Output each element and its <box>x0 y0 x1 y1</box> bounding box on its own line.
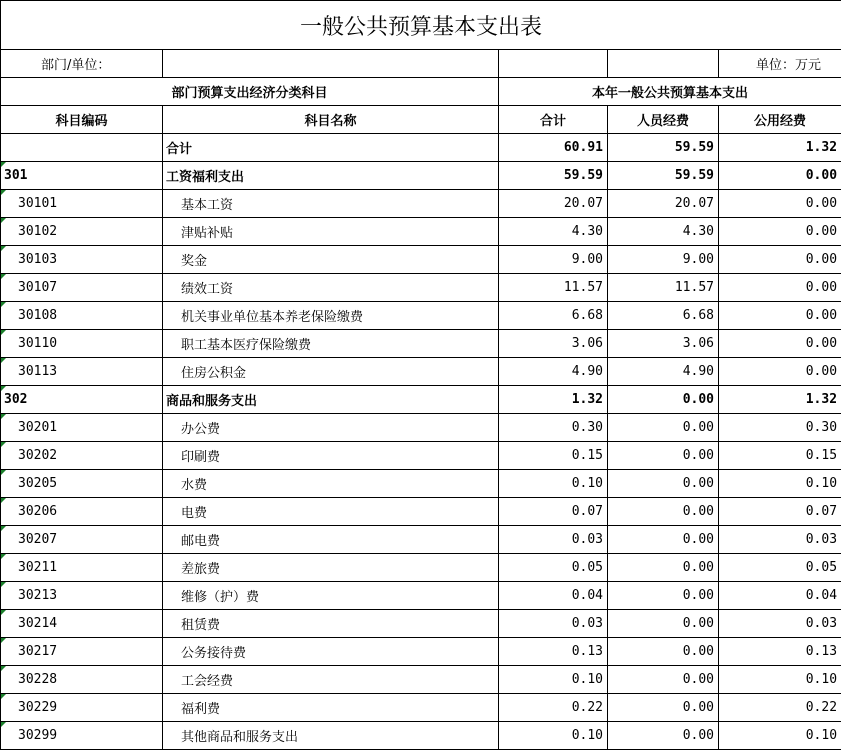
row-name-cell: 水费 <box>163 470 499 498</box>
total-personnel-cell: 59.59 <box>608 134 719 162</box>
row-total-cell: 0.05 <box>499 554 608 582</box>
row-code-cell: 30107 <box>1 274 163 302</box>
row-personnel-cell: 0.00 <box>608 666 719 694</box>
row-public-cell: 0.10 <box>719 666 841 694</box>
row-name-cell: 基本工资 <box>163 190 499 218</box>
row-public-cell: 0.00 <box>719 302 841 330</box>
row-code-cell: 30217 <box>1 638 163 666</box>
page-title: 一般公共预算基本支出表 <box>1 1 841 50</box>
row-code-cell: 30202 <box>1 442 163 470</box>
row-public-cell: 0.10 <box>719 470 841 498</box>
row-total-cell: 0.10 <box>499 470 608 498</box>
row-code-cell: 30211 <box>1 554 163 582</box>
row-personnel-cell: 9.00 <box>608 246 719 274</box>
row-personnel-cell: 0.00 <box>608 414 719 442</box>
table-row <box>1 386 841 414</box>
row-personnel-cell: 0.00 <box>608 498 719 526</box>
row-name-cell: 机关事业单位基本养老保险缴费 <box>163 302 499 330</box>
total-name-cell: 合计 <box>163 134 499 162</box>
row-personnel-cell: 0.00 <box>608 694 719 722</box>
row-total-cell: 1.32 <box>499 386 608 414</box>
row-personnel-cell: 0.00 <box>608 722 719 750</box>
row-total-cell: 6.68 <box>499 302 608 330</box>
header-public: 公用经费 <box>719 106 841 134</box>
row-public-cell: 0.07 <box>719 498 841 526</box>
row-public-cell: 0.00 <box>719 246 841 274</box>
row-code-cell: 302 <box>1 386 163 414</box>
row-personnel-cell: 0.00 <box>608 554 719 582</box>
row-total-cell: 4.90 <box>499 358 608 386</box>
row-personnel-cell: 59.59 <box>608 162 719 190</box>
row-total-cell: 20.07 <box>499 190 608 218</box>
row-personnel-cell: 0.00 <box>608 610 719 638</box>
total-code-cell <box>1 134 163 162</box>
row-personnel-cell: 3.06 <box>608 330 719 358</box>
table-row <box>1 274 841 302</box>
row-name-cell: 印刷费 <box>163 442 499 470</box>
row-public-cell: 0.00 <box>719 358 841 386</box>
row-name-cell: 绩效工资 <box>163 274 499 302</box>
row-personnel-cell: 4.90 <box>608 358 719 386</box>
row-personnel-cell: 0.00 <box>608 470 719 498</box>
row-public-cell: 0.13 <box>719 638 841 666</box>
table-row <box>1 722 841 750</box>
row-name-cell: 职工基本医疗保险缴费 <box>163 330 499 358</box>
row-total-cell: 0.03 <box>499 526 608 554</box>
row-total-cell: 59.59 <box>499 162 608 190</box>
row-name-cell: 福利费 <box>163 694 499 722</box>
header-name: 科目名称 <box>163 106 499 134</box>
row-name-cell: 办公费 <box>163 414 499 442</box>
unit-label: 单位：万元 <box>719 50 841 78</box>
table-row <box>1 358 841 386</box>
row-total-cell: 0.07 <box>499 498 608 526</box>
table-row <box>1 246 841 274</box>
table-row <box>1 470 841 498</box>
blank-cell <box>499 50 608 78</box>
row-personnel-cell: 0.00 <box>608 526 719 554</box>
row-name-cell: 其他商品和服务支出 <box>163 722 499 750</box>
row-code-cell: 30214 <box>1 610 163 638</box>
group-header-right: 本年一般公共预算基本支出 <box>499 78 841 106</box>
row-total-cell: 0.03 <box>499 610 608 638</box>
header-personnel: 人员经费 <box>608 106 719 134</box>
row-code-cell: 30229 <box>1 694 163 722</box>
group-header-row <box>1 78 841 106</box>
row-public-cell: 0.03 <box>719 610 841 638</box>
row-total-cell: 0.04 <box>499 582 608 610</box>
group-header-left: 部门预算支出经济分类科目 <box>1 78 499 106</box>
row-name-cell: 电费 <box>163 498 499 526</box>
row-personnel-cell: 6.68 <box>608 302 719 330</box>
row-total-cell: 0.15 <box>499 442 608 470</box>
row-code-cell: 30103 <box>1 246 163 274</box>
info-row <box>1 50 841 78</box>
row-public-cell: 0.00 <box>719 190 841 218</box>
row-code-cell: 30110 <box>1 330 163 358</box>
table-row <box>1 190 841 218</box>
row-personnel-cell: 0.00 <box>608 442 719 470</box>
table-row <box>1 330 841 358</box>
row-name-cell: 住房公积金 <box>163 358 499 386</box>
row-public-cell: 0.03 <box>719 526 841 554</box>
row-code-cell: 30102 <box>1 218 163 246</box>
row-public-cell: 1.32 <box>719 386 841 414</box>
row-code-cell: 30113 <box>1 358 163 386</box>
row-code-cell: 30205 <box>1 470 163 498</box>
total-public-cell: 1.32 <box>719 134 841 162</box>
row-code-cell: 30299 <box>1 722 163 750</box>
row-code-cell: 30206 <box>1 498 163 526</box>
row-personnel-cell: 0.00 <box>608 638 719 666</box>
row-code-cell: 30101 <box>1 190 163 218</box>
row-public-cell: 0.10 <box>719 722 841 750</box>
row-name-cell: 维修（护）费 <box>163 582 499 610</box>
row-public-cell: 0.00 <box>719 274 841 302</box>
row-total-cell: 11.57 <box>499 274 608 302</box>
row-public-cell: 0.15 <box>719 442 841 470</box>
row-code-cell: 30213 <box>1 582 163 610</box>
row-total-cell: 0.10 <box>499 722 608 750</box>
row-name-cell: 工会经费 <box>163 666 499 694</box>
row-name-cell: 租赁费 <box>163 610 499 638</box>
total-total-cell: 60.91 <box>499 134 608 162</box>
table-row <box>1 442 841 470</box>
row-personnel-cell: 11.57 <box>608 274 719 302</box>
row-total-cell: 4.30 <box>499 218 608 246</box>
table-row <box>1 302 841 330</box>
column-header-row <box>1 106 841 134</box>
row-total-cell: 0.30 <box>499 414 608 442</box>
row-name-cell: 津贴补贴 <box>163 218 499 246</box>
title-row <box>1 1 841 50</box>
row-public-cell: 0.00 <box>719 218 841 246</box>
dept-value-cell <box>163 50 499 78</box>
row-personnel-cell: 0.00 <box>608 386 719 414</box>
row-code-cell: 30228 <box>1 666 163 694</box>
row-total-cell: 0.10 <box>499 666 608 694</box>
header-code: 科目编码 <box>1 106 163 134</box>
table-row <box>1 666 841 694</box>
row-name-cell: 差旅费 <box>163 554 499 582</box>
row-public-cell: 0.22 <box>719 694 841 722</box>
total-row <box>1 134 841 162</box>
table-row <box>1 414 841 442</box>
table-row <box>1 526 841 554</box>
row-public-cell: 0.00 <box>719 162 841 190</box>
table-row <box>1 610 841 638</box>
row-code-cell: 301 <box>1 162 163 190</box>
row-personnel-cell: 20.07 <box>608 190 719 218</box>
table-row <box>1 582 841 610</box>
row-personnel-cell: 4.30 <box>608 218 719 246</box>
header-total: 合计 <box>499 106 608 134</box>
row-public-cell: 0.05 <box>719 554 841 582</box>
table-row <box>1 554 841 582</box>
dept-label: 部门/单位： <box>1 50 163 78</box>
table-row <box>1 694 841 722</box>
row-name-cell: 工资福利支出 <box>163 162 499 190</box>
row-personnel-cell: 0.00 <box>608 582 719 610</box>
table-row <box>1 162 841 190</box>
row-name-cell: 商品和服务支出 <box>163 386 499 414</box>
row-name-cell: 邮电费 <box>163 526 499 554</box>
row-code-cell: 30207 <box>1 526 163 554</box>
table-row <box>1 638 841 666</box>
blank-cell <box>608 50 719 78</box>
row-total-cell: 3.06 <box>499 330 608 358</box>
row-public-cell: 0.04 <box>719 582 841 610</box>
row-public-cell: 0.00 <box>719 330 841 358</box>
row-total-cell: 0.13 <box>499 638 608 666</box>
row-total-cell: 9.00 <box>499 246 608 274</box>
table-row <box>1 218 841 246</box>
row-name-cell: 奖金 <box>163 246 499 274</box>
row-public-cell: 0.30 <box>719 414 841 442</box>
row-code-cell: 30201 <box>1 414 163 442</box>
row-name-cell: 公务接待费 <box>163 638 499 666</box>
table-row <box>1 498 841 526</box>
row-total-cell: 0.22 <box>499 694 608 722</box>
row-code-cell: 30108 <box>1 302 163 330</box>
